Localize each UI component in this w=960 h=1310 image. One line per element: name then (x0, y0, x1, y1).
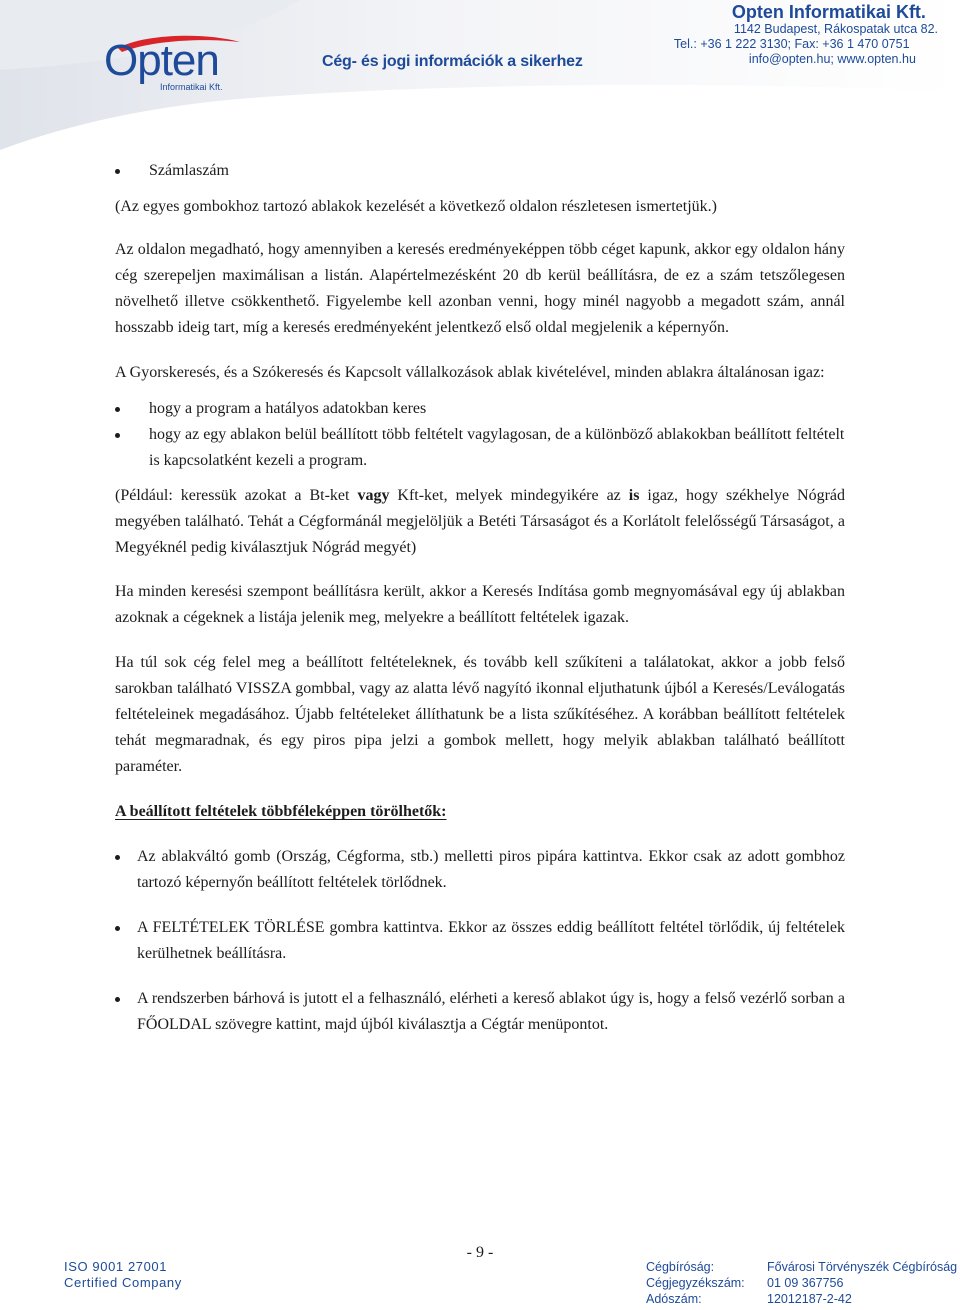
page-header (0, 0, 960, 150)
document-body (115, 158, 845, 1038)
iso-certification (64, 1259, 182, 1291)
company-phone-fax: Tel.: +36 1 222 3130; Fax: +36 1 470 0751 (673, 37, 910, 51)
bullet-icon (115, 855, 120, 860)
paragraph-2: Az oldalon megadható, hogy amennyiben a keresés eredményeképpen több céget kapunk, akkor egy oldalon hány cég szerepeljen maximálisan a listán. Alapértelmezésként 20 db kerül beállításra, de ez a szám tetszőlegesen növelhető illetve csökkenthető. Figyelembe kell azonban venni, hogy minél nagyobb a megadott szám, annál hosszabb ideig tart, míg a keresés eredményeként jelentkező első oldal megjelenik a képernyőn. (115, 241, 845, 336)
list-item-text: Számlaszám (149, 162, 229, 179)
bullet-icon (115, 926, 120, 931)
example-bold-vagy: vagy (357, 487, 390, 504)
bullet-icon (115, 433, 120, 438)
page-footer (0, 1240, 960, 1310)
registration-number-row (646, 1275, 957, 1291)
list-item (115, 158, 845, 184)
bullet-icon (115, 169, 120, 174)
court-row (646, 1259, 957, 1275)
list-item (115, 422, 845, 474)
tax-number-value: 12012187-2-42 (767, 1292, 852, 1306)
company-registration-info (646, 1259, 957, 1307)
list-item-text: A rendszerben bárhová is jutott el a felhasználó, elérheti a kereső ablakot úgy is, hogy a felső vezérlő sorban a FŐOLDAL szövegre kattint, majd újból kiválasztja a Cégtár menüpontot. (137, 990, 845, 1033)
example-text-c: igaz, hogy székhelye Nógrád megyében található. Tehát a Cégformánál megjelöljük a Betéti Társaságot és a Korlátolt felelősségű Társaságot, a Megyéknél pedig kiválasztjuk Nógrád megyét) (115, 487, 846, 556)
company-address: 1142 Budapest, Rákospatak utca 82. (733, 22, 938, 36)
bullet-list-conditions (115, 396, 845, 474)
bullet-icon (115, 407, 120, 412)
section-heading: A beállított feltételek többféleképpen törölhetők: (115, 803, 447, 820)
example-text-b: Kft-ket, melyek mindegyikére az (389, 487, 629, 504)
registration-number-label: Cégjegyzékszám: (646, 1276, 745, 1290)
list-item (115, 844, 845, 896)
list-item-text: hogy a program a hatályos adatokban keres (149, 400, 427, 417)
bullet-list-top (115, 158, 845, 184)
list-item (115, 915, 845, 967)
page-number: - 9 - (466, 1244, 494, 1261)
paragraph-search-start: Ha minden keresési szempont beállításra került, akkor a Keresés Indítása gomb megnyomásával egy új ablakban azoknak a cégeknek a listája jelenik meg, melyekre a beállított feltételek igazak. (115, 583, 845, 626)
list-item-text: hogy az egy ablakon belül beállított több feltételt vagylagosan, de a különböző ablakokban beállított feltételt is kapcsolatként kezeli a program. (149, 426, 845, 469)
company-email-web[interactable]: info@opten.hu; www.opten.hu (748, 52, 916, 66)
bullet-list-deletion (115, 844, 845, 1038)
header-slogan: Cég- és jogi információk a sikerhez (322, 53, 583, 70)
list-item (115, 986, 845, 1038)
registration-number-value: 01 09 367756 (767, 1276, 844, 1290)
paragraph-1: (Az egyes gombokhoz tartozó ablakok kezelését a következő oldalon részletesen ismertetjük.) (115, 198, 717, 215)
list-item-text: A FELTÉTELEK TÖRLÉSE gombra kattintva. Ekkor az összes eddig beállított feltétel törlődik, új feltételek kerülhetnek beállításra. (137, 919, 845, 962)
court-value: Fővárosi Törvényszék Cégbíróság (767, 1260, 958, 1274)
paragraph-narrowing: Ha túl sok cég felel meg a beállított feltételeknek, és tovább kell szűkíteni a találatokat, akkor a jobb felső sarokban található VISSZA gombbal, vagy az alatta lévő nagyító ikonnal eljuthatunk újból a Keresés/Leválogatás feltételeinek megadásához. Újabb feltételeket állíthatunk be a lista szűkítéséhez. A korábban beállított feltételek tehát megmaradnak, és egy piros pipa jelzi a gombok mellett, hogy melyik ablakban található beállított paraméter. (115, 654, 845, 775)
list-item-text: Az ablakváltó gomb (Ország, Cégforma, stb.) melletti piros pipára kattintva. Ekkor csak az adott gombhoz tartozó képernyőn beállított feltételek törlődnek. (137, 848, 845, 891)
example-text-a: (Például: keressük azokat a Bt-ket (115, 487, 358, 504)
example-bold-is: is (628, 487, 640, 504)
iso-line-2: Certified Company (64, 1275, 182, 1290)
tax-number-row (646, 1291, 957, 1307)
logo-subtext: Informatikai Kft. (160, 82, 223, 92)
paragraph-example (115, 483, 845, 561)
court-label: Cégbíróság: (646, 1260, 715, 1274)
list-item (115, 396, 845, 422)
tax-number-label: Adószám: (646, 1292, 702, 1306)
opten-logo (104, 34, 244, 96)
bullet-icon (115, 997, 120, 1002)
company-name: Opten Informatikai Kft. (731, 2, 926, 22)
paragraph-3: A Gyorskeresés, és a Szókeresés és Kapcsolt vállalkozások ablak kivételével, minden ablakra általánosan igaz: (115, 364, 825, 381)
iso-line-1: ISO 9001 27001 (64, 1259, 168, 1274)
company-contact-block (674, 2, 938, 67)
logo-wordmark: Opten (104, 36, 219, 85)
